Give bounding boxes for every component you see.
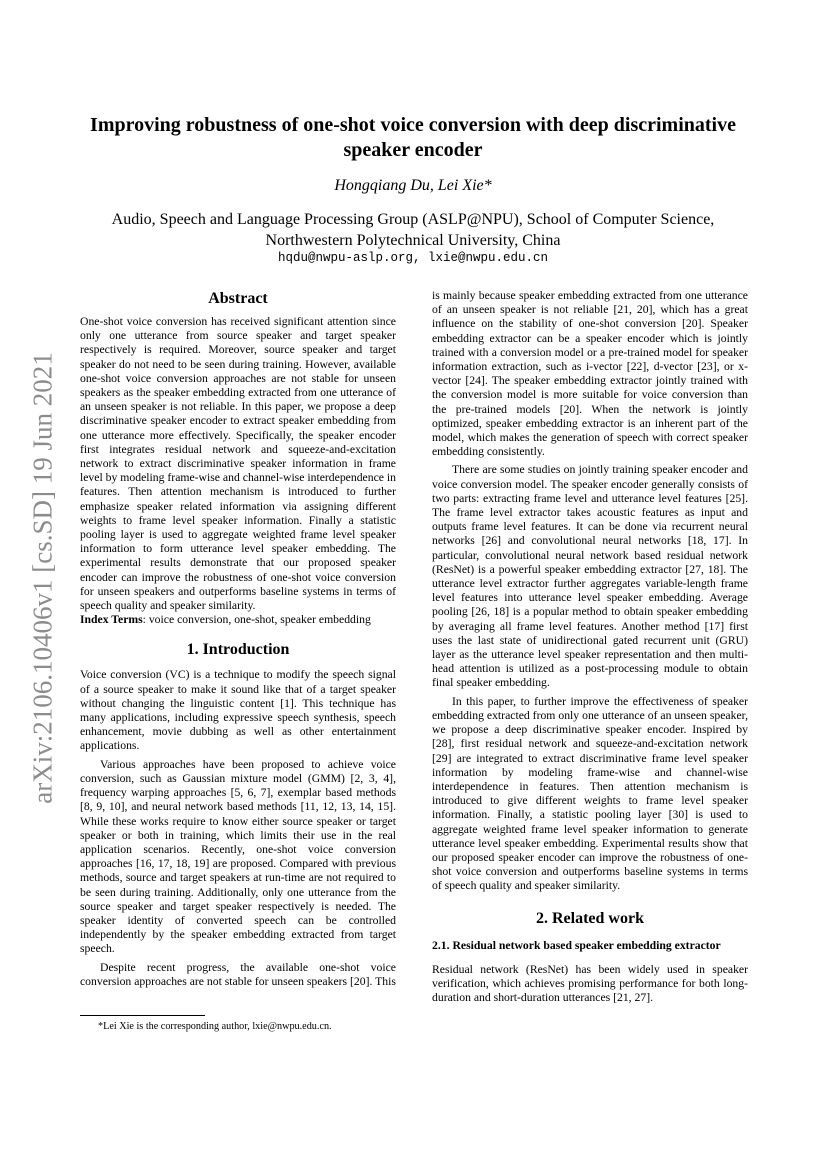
footnote-text: *Lei Xie is the corresponding author, lxie@nwpu.edu.cn. [98,1021,332,1032]
intro-paragraph-2: Various approaches have been proposed to achieve voice conversion, such as Gaussian mixture model (GMM) [2, 3, 4], frequency warping approaches [5, 6, 7], exemplar based methods [8, 9, 10], and neural network based methods [11, 12, 13, 14, 15]. While these works require to know either source speaker or target speaker or both in training, which limits their use in the real application scenarios. Recently, one-shot voice conversion approaches [16, 17, 18, 19] are proposed. Compared with previous methods, source and target speakers at run-time are not required to be seen during training. Additionally, only one utterance from the source speaker and target speaker respectively is needed. The speaker identity of converted speech can be controlled independently by the speaker embedding extracted from target speech. [80,757,396,956]
affiliation-line-2: Northwestern Polytechnical University, China [265,232,561,249]
footnote-rule [80,1015,205,1016]
paper-title: Improving robustness of one-shot voice conversion with deep discriminative speaker encoder [90,114,736,161]
author-emails: hqdu@nwpu-aslp.org, lxie@nwpu.edu.cn [277,251,549,265]
subsection-heading: 2.1. Residual network based speaker embedding extractor [432,938,721,952]
intro-paragraph-1: Voice conversion (VC) is a technique to modify the speech signal of a source speaker to make it sound like that of a target speaker without changing the linguistic content [1]. This technique has many applications, including expressive speech synthesis, speech enhancement, movie dubbing as well as other entertainment applications. [80,668,396,753]
related-paragraph-1: Residual network (ResNet) has been widely used in speaker verification, which achieves promising performance for both long-duration and short-duration utterances [21, 27]. [432,962,748,1004]
right-paragraph-1: is mainly because speaker embedding extracted from one utterance of an unseen speaker is not reliable [21, 20], which has a great influence on the stability of one-shot conversion [20]. Speaker embedding extractor can be a speaker encoder which is jointly trained with a conversion model or a pre-trained model for speaker information extraction, such as i-vector [22], d-vector [23], or x-vector [24]. The speaker embedding extractor jointly trained with the conversion model is more suitable for voice conversion than the pre-trained models [20]. When the network is jointly optimized, speaker embedding extractor is an inherent part of the model, which makes the generation of speech with correct speaker embedding consistently. [432,289,748,459]
related-work-heading: 2. Related work [536,909,644,927]
arxiv-identifier: arXiv:2106.10406v1 [cs.SD] 19 Jun 2021 [27,352,58,804]
right-paragraph-2: There are some studies on jointly training speaker encoder and voice conversion model. The speaker encoder generally consists of two parts: extracting frame level and utterance level features [25]. The frame level extractor takes acoustic features as input and outputs frame level features. It can be done via recurrent neural networks [26] and convolutional neural networks [18, 17]. In particular, convolutional neural network based residual network (ResNet) is a powerful speaker embedding extractor [27, 18]. The utterance level extractor further aggregates variable-length frame level features into utterance level speaker embedding. Average pooling [26, 18] is a popular method to obtain speaker embedding by averaging all frame level features. Another method [17] first uses the last state of unidirectional gated recurrent unit (GRU) layer as the utterance level speaker representation and then multi-head attention is utilized as a post-processing module to obtain final speaker embedding. [432,463,748,690]
paper-authors: Hongqiang Du, Lei Xie* [334,177,492,194]
affiliation [80,209,746,251]
right-column [432,289,748,1005]
arxiv-identifier-sidebar [24,338,62,818]
index-terms [80,613,396,627]
intro-paragraph-3: Despite recent progress, the available one-shot voice conversion approaches are not stable for unseen speakers [20]. This [80,960,396,988]
right-paragraph-3: In this paper, to further improve the effectiveness of speaker embedding extracted from only one utterance of an unseen speaker, we propose a deep discriminative speaker encoder. Inspired by [28], first residual network and squeeze-and-excitation network [29] are integrated to extract discriminative frame level speaker information by modeling frame-wise and channel-wise interdependence in features. Then attention mechanism is introduced to give different weights to frame level speaker information. Finally, a statistic pooling layer [30] is used to aggregate weighted frame level speaker information to generate utterance level speaker embedding. Experimental results show that our proposed speaker encoder can improve the robustness of one-shot voice conversion and outperforms baseline systems in terms of speech quality and speaker similarity. [432,694,748,893]
footnote [80,1015,396,1033]
left-column [80,289,396,989]
affiliation-line-1: Audio, Speech and Language Processing Group (ASLP@NPU), School of Computer Science, [111,211,715,228]
intro-heading: 1. Introduction [186,641,290,659]
abstract-text: One-shot voice conversion has received significant attention since only one utterance from source speaker and target speaker respectively is required. Moreover, source speaker and target speaker do not need to be seen during training. However, available one-shot voice conversion approaches are not stable for unseen speakers as the speaker embedding extracted from one utterance of an unseen speaker is not reliable. In this paper, we propose a deep discriminative speaker encoder to extract speaker embedding from one utterance more effectively. Specifically, the speaker encoder first integrates residual network and squeeze-and-excitation network to extract discriminative speaker information in frame level by modeling frame-wise and channel-wise interdependence in features. Then attention mechanism is introduced to further emphasize speaker related information via assigning different weights to frame level speaker information. Finally a statistic pooling layer is used to aggregate weighted frame level speaker information to form utterance level speaker embedding. The experimental results demonstrate that our proposed speaker encoder can improve the robustness of one-shot voice conversion for unseen speakers and outperforms baseline systems in terms of speech quality and speaker similarity. [80,315,396,613]
index-terms-label: Index Terms [80,613,143,627]
index-terms-text: : voice conversion, one-shot, speaker embedding [142,613,371,627]
abstract-heading: Abstract [208,290,268,307]
